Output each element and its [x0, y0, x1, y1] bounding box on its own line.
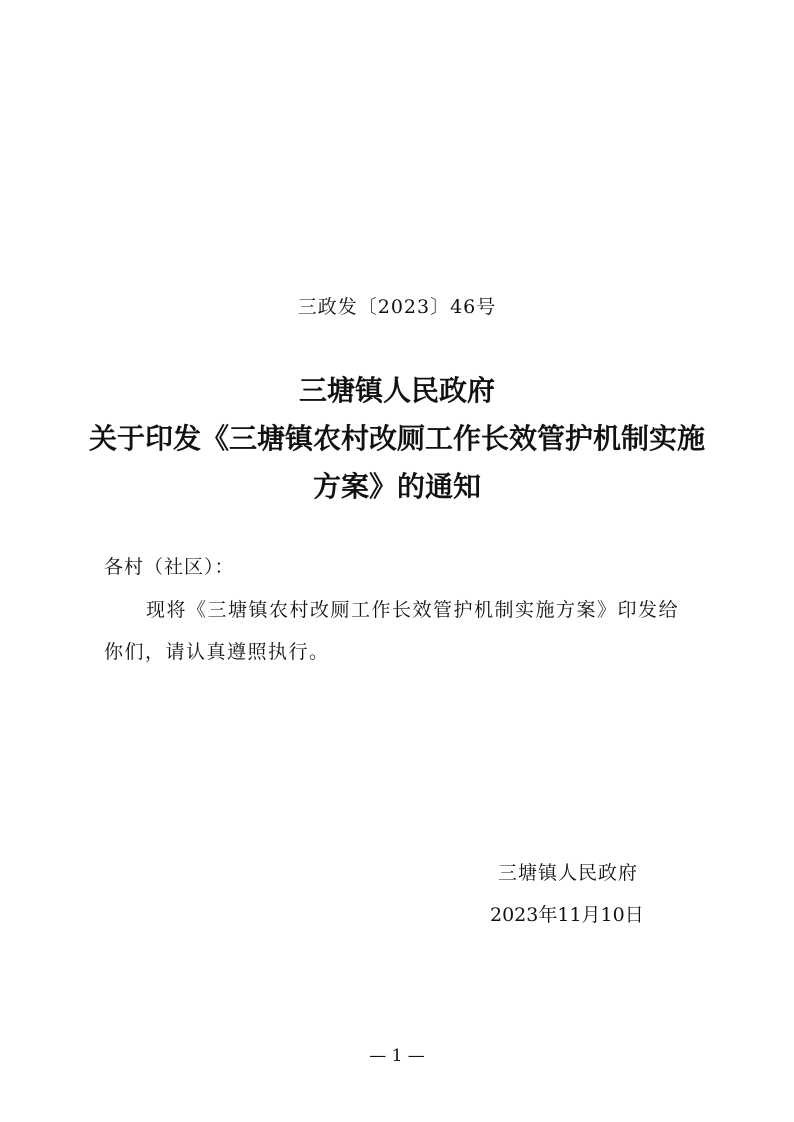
signature-organization: 三塘镇人民政府	[498, 862, 639, 884]
signature-date: 2023年11月10日	[490, 904, 644, 926]
salutation: 各村（社区）：	[104, 556, 235, 578]
page-number: — 1 —	[369, 1046, 425, 1066]
document-title-line-2: 关于印发《三塘镇农村改厕工作长效管护机制实施	[88, 422, 705, 455]
body-paragraph-line-1: 现将《三塘镇农村改厕工作长效管护机制实施方案》印发给	[146, 599, 680, 621]
document-number: 三政发〔2023〕46号	[297, 296, 497, 318]
body-paragraph-line-2: 你们，请认真遵照执行。	[104, 641, 330, 663]
document-title-line-1: 三塘镇人民政府	[298, 374, 495, 407]
document-title-line-3: 方案》的通知	[312, 470, 481, 503]
